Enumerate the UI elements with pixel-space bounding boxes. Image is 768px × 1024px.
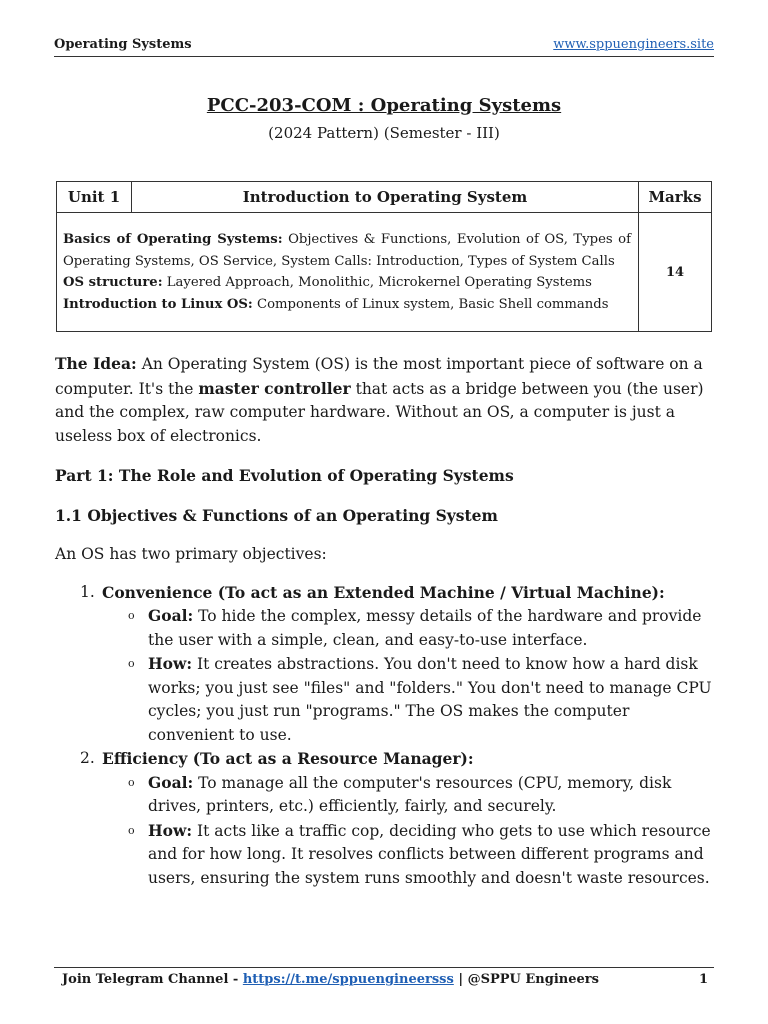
objective-title: Convenience (To act as an Extended Machine / Virtual Machine): xyxy=(102,582,665,602)
syllabus-content-row xyxy=(57,213,712,332)
objective-number: 2. xyxy=(80,749,95,767)
page-number: 1 xyxy=(698,972,708,987)
point-label: Goal: xyxy=(148,772,194,792)
topic-text: Layered Approach, Monolithic, Microkernel Operating Systems xyxy=(162,275,592,290)
point-text: To hide the complex, messy details of the hardware and provide the user with a simple, clean, and easy-to-use interface. xyxy=(148,607,702,649)
topic-text: Components of Linux system, Basic Shell commands xyxy=(252,296,609,312)
point-label: How: xyxy=(148,654,193,673)
page-header xyxy=(54,34,714,57)
idea-text: An Operating System (OS) is the most important piece of software on a computer. It's the xyxy=(55,355,703,398)
idea-label: The Idea: xyxy=(55,354,137,373)
topic-line xyxy=(63,229,631,272)
objective-point xyxy=(55,771,716,819)
unit-heading-cell: Introduction to Operating System xyxy=(132,182,639,213)
page-footer xyxy=(54,967,714,987)
topic-label: Introduction to Linux OS: xyxy=(63,296,253,312)
topic-line xyxy=(63,272,631,294)
objective-point xyxy=(55,604,716,652)
objective-point xyxy=(55,652,716,747)
objective-list-item xyxy=(55,747,716,890)
idea-text: that acts as a bridge between you (the user) and the complex, raw computer hardware. Without an OS, a computer is just a useless box of electronics. xyxy=(55,379,704,445)
footer-prefix: Join Telegram Channel - xyxy=(62,972,243,987)
marks-value-cell: 14 xyxy=(639,213,712,332)
point-text: It creates abstractions. You don't need to know how a hard disk works; you just see "files" and "folders." You don't need to manage CPU cycles; you just run "programs." The OS makes the computer convenient to use. xyxy=(148,655,712,744)
document-title: PCC-203-COM : Operating Systems xyxy=(206,95,562,116)
objective-number: 1. xyxy=(80,582,95,601)
document-body xyxy=(55,352,716,890)
objectives-intro: An OS has two primary objectives: xyxy=(55,545,327,563)
bullet-icon: o xyxy=(128,823,135,837)
topic-line xyxy=(63,294,631,316)
bullet-icon: o xyxy=(128,609,135,622)
objective-list-item xyxy=(55,581,716,748)
header-website-link[interactable]: www.sppuengineers.site xyxy=(553,37,714,52)
header-title: Operating Systems xyxy=(54,37,192,52)
idea-paragraph xyxy=(55,352,716,448)
point-text: It acts like a traffic cop, deciding who gets to use which resource and for how long. It resolves conflicts between different programs and users, ensuring the system runs smoothly and doesn't waste resources. xyxy=(148,821,711,887)
topic-label: Basics of Operating Systems: xyxy=(63,232,283,247)
point-label: How: xyxy=(148,820,193,840)
bullet-icon: o xyxy=(128,657,135,670)
section-heading: 1.1 Objectives & Functions of an Operating System xyxy=(55,505,498,525)
footer-handle: @SPPU Engineers xyxy=(467,972,599,987)
footer-separator: | xyxy=(453,972,468,987)
objective-title: Efficiency (To act as a Resource Manager): xyxy=(102,749,474,768)
bullet-icon: o xyxy=(128,775,135,789)
point-label: Goal: xyxy=(148,606,194,625)
document-subtitle: (2024 Pattern) (Semester - III) xyxy=(268,124,500,142)
topic-label: OS structure: xyxy=(63,275,163,290)
syllabus-header-row xyxy=(57,182,712,213)
point-text: To manage all the computer's resources (CPU, memory, disk drives, printers, etc.) efficiently, fairly, and securely. xyxy=(148,773,672,815)
marks-label-cell: Marks xyxy=(639,182,712,213)
idea-emphasis: master controller xyxy=(198,378,351,398)
topic-text: Objectives & Functions, Evolution of OS, Types of Operating Systems, OS Service, System Calls: Introduction, Types of System Calls xyxy=(63,232,631,269)
objective-point xyxy=(55,819,716,891)
telegram-link[interactable]: https://t.me/sppuengineersss xyxy=(242,972,454,987)
part-heading: Part 1: The Role and Evolution of Operating Systems xyxy=(55,466,514,485)
syllabus-table xyxy=(56,181,712,332)
topics-cell xyxy=(57,213,639,332)
footer-text xyxy=(54,972,599,987)
unit-cell: Unit 1 xyxy=(57,182,132,213)
